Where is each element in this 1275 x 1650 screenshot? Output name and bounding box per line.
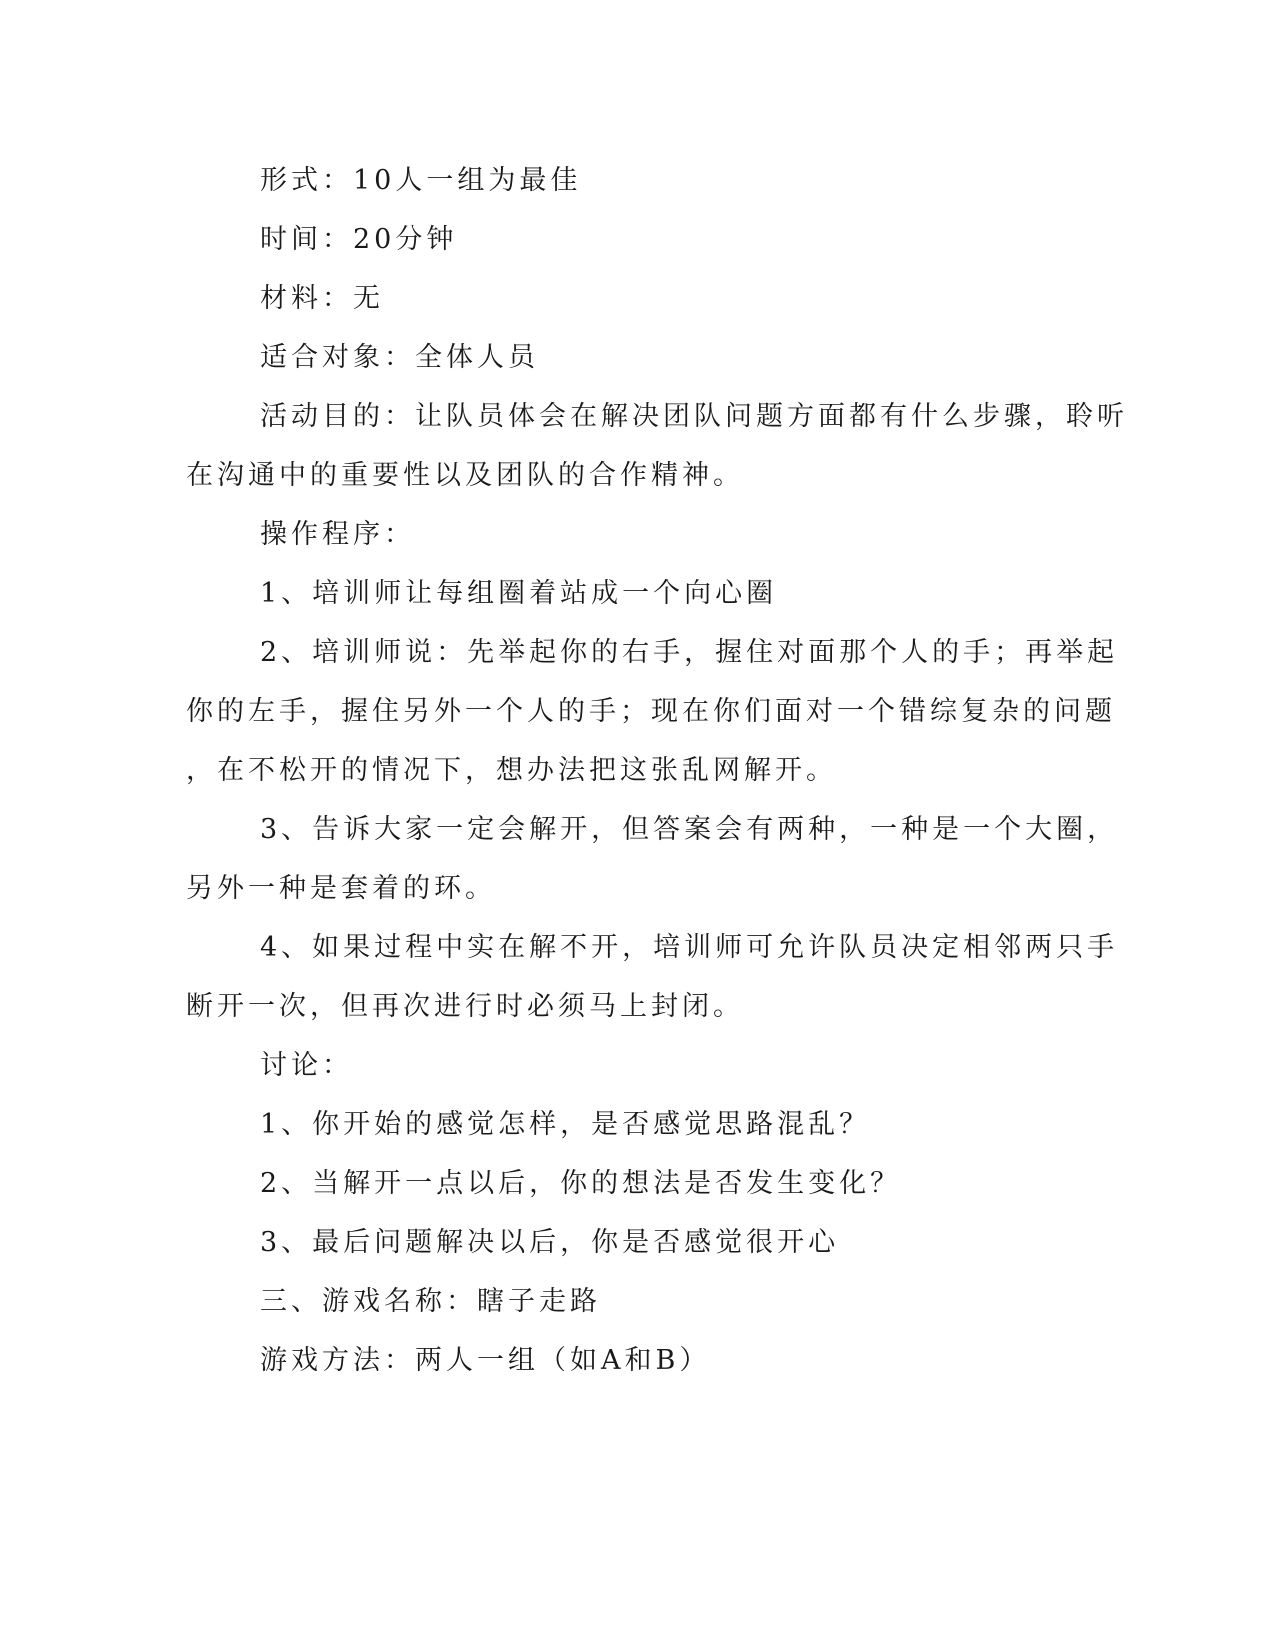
text-line: ，在不松开的情况下，想办法把这张乱网解开。	[186, 755, 837, 786]
text-line: 形式：10人一组为最佳	[260, 165, 582, 196]
text-line: 1、培训师让每组圈着站成一个向心圈	[260, 578, 778, 609]
text-line: 讨论：	[260, 1050, 353, 1081]
text-line: 另外一种是套着的环。	[186, 873, 496, 904]
text-line: 时间：20分钟	[260, 224, 458, 255]
text-line: 材料：无	[260, 283, 384, 314]
text-line: 断开一次，但再次进行时必须马上封闭。	[186, 991, 744, 1022]
text-line: 在沟通中的重要性以及团队的合作精神。	[186, 460, 744, 491]
text-line: 2、培训师说：先举起你的右手，握住对面那个人的手；再举起	[260, 637, 1119, 668]
text-line: 活动目的：让队员体会在解决团队问题方面都有什么步骤，聆听	[260, 401, 1128, 432]
text-line: 1、你开始的感觉怎样，是否感觉思路混乱？	[260, 1109, 871, 1140]
text-line: 操作程序：	[260, 519, 415, 550]
text-line: 三、游戏名称：瞎子走路	[260, 1286, 601, 1317]
text-line: 适合对象：全体人员	[260, 342, 539, 373]
text-line: 游戏方法：两人一组（如A和B）	[260, 1345, 711, 1376]
text-line: 3、告诉大家一定会解开，但答案会有两种，一种是一个大圈，	[260, 814, 1119, 845]
text-line: 你的左手，握住另外一个人的手；现在你们面对一个错综复杂的问题	[186, 696, 1116, 727]
text-line: 4、如果过程中实在解不开，培训师可允许队员决定相邻两只手	[260, 932, 1119, 963]
text-line: 2、当解开一点以后，你的想法是否发生变化？	[260, 1168, 902, 1199]
text-line: 3、最后问题解决以后，你是否感觉很开心	[260, 1227, 840, 1258]
